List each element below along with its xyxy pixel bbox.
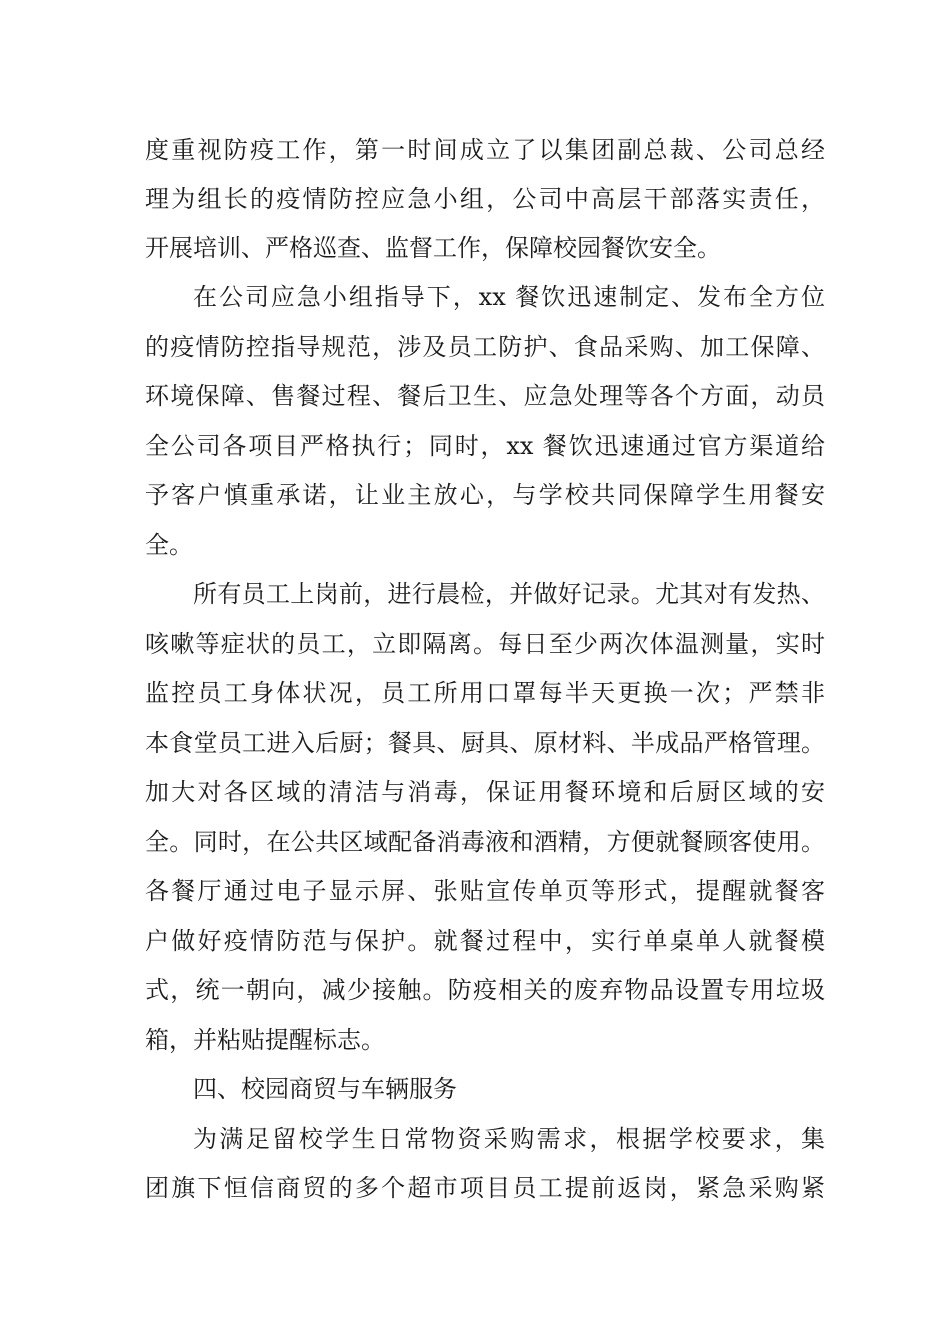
paragraph-line: 加大对各区域的清洁与消毒，保证用餐环境和后厨区域的安 [145, 778, 825, 806]
paragraph-line: 箱，并粘贴提醒标志。 [145, 1026, 385, 1054]
paragraph-line: 度重视防疫工作，第一时间成立了以集团副总裁、公司总经 [145, 136, 825, 164]
paragraph-line: 各餐厅通过电子显示屏、张贴宣传单页等形式，提醒就餐客 [145, 877, 825, 905]
paragraph-line: 开展培训、严格巡查、监督工作，保障校园餐饮安全。 [145, 234, 721, 262]
paragraph-line: 全公司各项目严格执行；同时，xx 餐饮迅速通过官方渠道给 [145, 432, 825, 460]
paragraph-line: 的疫情防控指导规范，涉及员工防护、食品采购、加工保障、 [145, 333, 825, 361]
paragraph-line: 团旗下恒信商贸的多个超市项目员工提前返岗，紧急采购紧 [145, 1174, 825, 1202]
paragraph-line: 理为组长的疫情防控应急小组，公司中高层干部落实责任， [145, 185, 825, 213]
section-heading: 四、校园商贸与车辆服务 [193, 1075, 457, 1103]
paragraph-line: 全。 [145, 531, 193, 559]
paragraph-line: 为满足留校学生日常物资采购需求，根据学校要求，集 [193, 1125, 825, 1153]
paragraph-line: 监控员工身体状况，员工所用口罩每半天更换一次；严禁非 [145, 679, 825, 707]
paragraph-line: 全。同时，在公共区域配备消毒液和酒精，方便就餐顾客使用。 [145, 828, 825, 856]
paragraph-line: 所有员工上岗前，进行晨检，并做好记录。尤其对有发热、 [193, 580, 825, 608]
paragraph-line: 予客户慎重承诺，让业主放心，与学校共同保障学生用餐安 [145, 481, 825, 509]
paragraph-line: 环境保障、售餐过程、餐后卫生、应急处理等各个方面，动员 [145, 382, 825, 410]
paragraph-line: 在公司应急小组指导下，xx 餐饮迅速制定、发布全方位 [193, 283, 825, 311]
paragraph-line: 式，统一朝向，减少接触。防疫相关的废弃物品设置专用垃圾 [145, 976, 825, 1004]
paragraph-line: 本食堂员工进入后厨；餐具、厨具、原材料、半成品严格管理。 [145, 729, 825, 757]
paragraph-line: 咳嗽等症状的员工，立即隔离。每日至少两次体温测量，实时 [145, 630, 825, 658]
paragraph-line: 户做好疫情防范与保护。就餐过程中，实行单桌单人就餐模 [145, 927, 825, 955]
